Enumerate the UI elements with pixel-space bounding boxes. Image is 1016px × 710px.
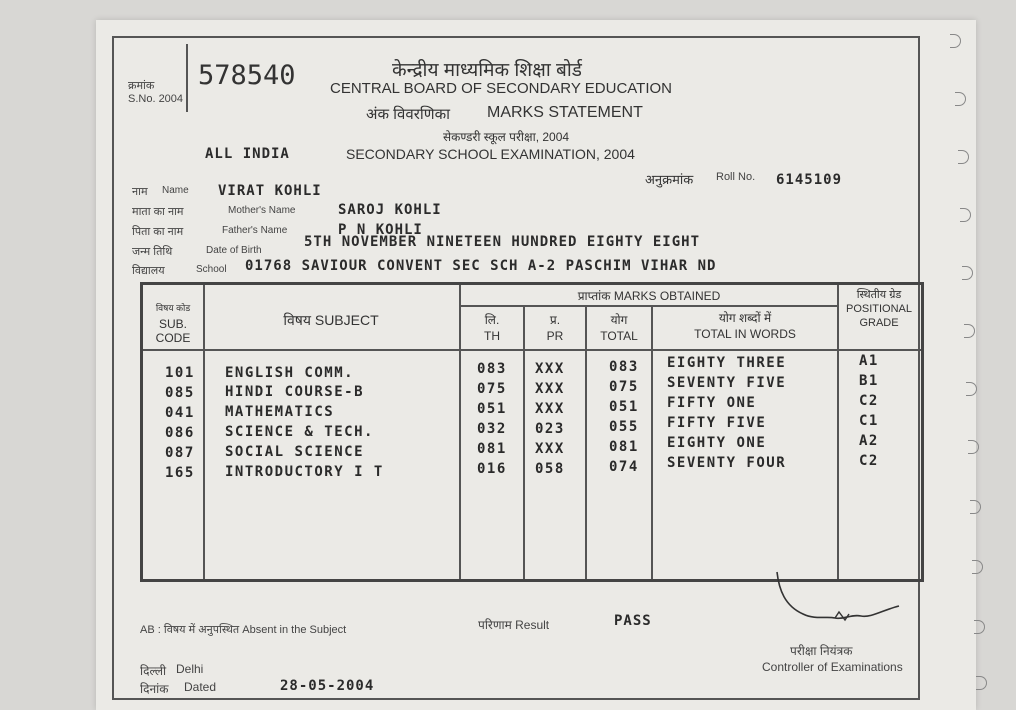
- subject-code: 086: [165, 425, 195, 441]
- roll-label-hi: अनुक्रमांक: [645, 172, 694, 187]
- subject-name: SCIENCE & TECH.: [225, 424, 374, 440]
- total-marks: 055: [609, 419, 639, 435]
- grade: C2: [859, 453, 879, 469]
- words-header-en: TOTAL IN WORDS: [694, 327, 796, 341]
- th-header-hi: लि.: [484, 313, 500, 327]
- pr-header-hi: प्र.: [549, 313, 561, 327]
- grade: A2: [859, 433, 879, 449]
- theory-marks: 032: [477, 421, 507, 437]
- practical-marks: XXX: [535, 361, 565, 377]
- total-in-words: FIFTY ONE: [667, 395, 757, 411]
- subject-code: 041: [165, 405, 195, 421]
- school-label-en: School: [196, 264, 227, 275]
- total-marks: 083: [609, 359, 639, 375]
- punch-hole-icon: [970, 500, 981, 514]
- father-label-hi: पिता का नाम: [132, 226, 184, 238]
- father-name: P N KOHLI: [338, 222, 423, 238]
- code-header-en2: CODE: [155, 331, 191, 345]
- marks-obtained-header: प्राप्तांक MARKS OBTAINED: [577, 289, 721, 303]
- board-name-hi: केन्द्रीय माध्यमिक शिक्षा बोर्ड: [392, 60, 582, 81]
- theory-marks: 081: [477, 441, 507, 457]
- punch-hole-icon: [972, 560, 983, 574]
- total-marks: 075: [609, 379, 639, 395]
- total-in-words: EIGHTY ONE: [667, 435, 767, 451]
- total-in-words: FIFTY FIVE: [667, 415, 767, 431]
- mother-label-en: Mother's Name: [228, 205, 296, 216]
- punch-hole-icon: [968, 440, 979, 454]
- statement-title-en: MARKS STATEMENT: [487, 104, 643, 121]
- theory-marks: 016: [477, 461, 507, 477]
- subject-name: SOCIAL SCIENCE: [225, 444, 365, 460]
- place-label-en: Delhi: [176, 662, 204, 676]
- school-label-hi: विद्यालय: [132, 265, 165, 277]
- sno-divider: [186, 44, 188, 112]
- col-divider: [523, 307, 525, 579]
- marks-table: [140, 282, 924, 582]
- subject-name: HINDI COURSE-B: [225, 384, 365, 400]
- subject-code: 087: [165, 445, 195, 461]
- grade-header-en1: POSITIONAL: [845, 303, 913, 315]
- place-label-hi: दिल्ली: [140, 664, 167, 678]
- student-name: VIRAT KOHLI: [218, 183, 322, 199]
- result-label: परिणाम Result: [478, 618, 550, 632]
- marks-header-divider: [459, 305, 837, 307]
- grade: A1: [859, 353, 879, 369]
- th-header-en: TH: [484, 329, 500, 343]
- code-header-hi: विषय कोड: [155, 303, 191, 313]
- practical-marks: 058: [535, 461, 565, 477]
- mother-name: SAROJ KOHLI: [338, 202, 442, 218]
- practical-marks: XXX: [535, 441, 565, 457]
- subject-code: 101: [165, 365, 195, 381]
- col-divider: [585, 307, 587, 579]
- practical-marks: XXX: [535, 381, 565, 397]
- total-marks: 051: [609, 399, 639, 415]
- total-header-en: TOTAL: [600, 329, 638, 343]
- dob-label-en: Date of Birth: [206, 245, 262, 256]
- subject-name: INTRODUCTORY I T: [225, 464, 384, 480]
- punch-hole-icon: [976, 676, 987, 690]
- total-in-words: SEVENTY FIVE: [667, 375, 787, 391]
- dob-label-hi: जन्म तिथि: [132, 246, 173, 258]
- grade: C2: [859, 393, 879, 409]
- controller-label-en: Controller of Examinations: [762, 660, 903, 674]
- school-name: 01768 SAVIOUR CONVENT SEC SCH A-2 PASCHIM VIHAR ND: [245, 258, 717, 274]
- words-header-hi: योग शब्दों में: [718, 311, 772, 325]
- exam-name-hi: सेकण्डरी स्कूल परीक्षा, 2004: [443, 130, 570, 144]
- board-name-en: CENTRAL BOARD OF SECONDARY EDUCATION: [330, 80, 672, 97]
- subject-name: MATHEMATICS: [225, 404, 335, 420]
- pr-header-en: PR: [546, 329, 564, 343]
- dated-label-hi: दिनांक: [140, 682, 169, 696]
- code-header-en1: SUB.: [158, 317, 187, 331]
- grade-header-en2: GRADE: [859, 317, 899, 329]
- practical-marks: XXX: [535, 401, 565, 417]
- father-label-en: Father's Name: [222, 225, 288, 236]
- total-in-words: EIGHTY THREE: [667, 355, 787, 371]
- grade-header-hi: स्थितीय ग्रेड: [856, 289, 902, 301]
- total-marks: 074: [609, 459, 639, 475]
- punch-hole-icon: [974, 620, 985, 634]
- controller-label-hi: परीक्षा नियंत्रक: [790, 644, 853, 658]
- grade: B1: [859, 373, 879, 389]
- serial-number: 578540: [198, 60, 296, 91]
- statement-title-hi: अंक विवरणिका: [366, 106, 450, 123]
- exam-name-en: SECONDARY SCHOOL EXAMINATION, 2004: [346, 146, 635, 162]
- controller-signature-icon: [775, 570, 915, 630]
- sno-label-hi: क्रमांक: [128, 80, 155, 92]
- absent-note: AB : विषय में अनुपस्थित Absent in the Subject: [140, 624, 347, 636]
- header-bottom-divider: [143, 349, 921, 351]
- date-of-birth: 5TH NOVEMBER NINETEEN HUNDRED EIGHTY EIGHT: [304, 234, 701, 250]
- total-header-hi: योग: [610, 313, 628, 327]
- total-marks: 081: [609, 439, 639, 455]
- total-in-words: SEVENTY FOUR: [667, 455, 787, 471]
- mother-label-hi: माता का नाम: [132, 206, 184, 218]
- name-label-hi: नाम: [132, 186, 148, 198]
- roll-number: 6145109: [776, 172, 843, 188]
- col-divider: [651, 307, 653, 579]
- name-label-en: Name: [162, 185, 189, 196]
- sno-label-en: S.No. 2004: [128, 93, 184, 105]
- roll-label-en: Roll No.: [716, 171, 756, 183]
- grade: C1: [859, 413, 879, 429]
- theory-marks: 083: [477, 361, 507, 377]
- issue-date: 28-05-2004: [280, 678, 375, 694]
- subject-header: विषय SUBJECT: [283, 312, 379, 328]
- theory-marks: 075: [477, 381, 507, 397]
- practical-marks: 023: [535, 421, 565, 437]
- dated-label-en: Dated: [184, 680, 217, 694]
- result-value: PASS: [614, 613, 652, 629]
- subject-code: 085: [165, 385, 195, 401]
- col-divider: [837, 285, 839, 579]
- region: ALL INDIA: [205, 146, 290, 162]
- subject-code: 165: [165, 465, 195, 481]
- theory-marks: 051: [477, 401, 507, 417]
- subject-name: ENGLISH COMM.: [225, 365, 355, 381]
